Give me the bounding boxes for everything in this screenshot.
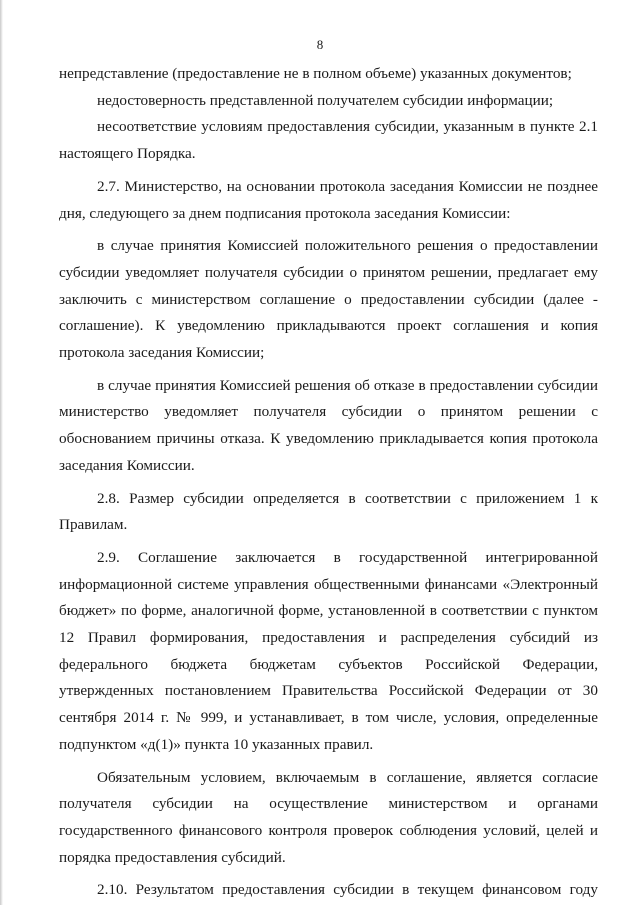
paragraph-2-9: 2.9. Соглашение заключается в государственной интегрированной информационной системе управления общественными финансами «Электронный бюджет» по форме, аналогичной форме, установленной в соответствии с пунктом 12 Правил формирования, предоставления и распределения субсидий из федерального бюджета бюджетам субъектов Российской Федерации, утвержденных постановлением Правительства Российской Федерации от 30 сентября 2014 г. № 999, и устанавливает, в том числе, условия, определенные подпунктом «д(1)» пункта 10 указанных правил. [59, 548, 598, 753]
paragraph-2-10: 2.10. Результатом предоставления субсидии в текущем финансовом году [97, 881, 598, 899]
paragraph-nonsubmission: непредставление (предоставление не в полном объеме) указанных документов; [59, 65, 572, 82]
scan-edge [0, 0, 3, 905]
page-number: 8 [316, 37, 324, 52]
paragraph-noncompliance: несоответствие условиям предоставления субсидии, указанным в пункте 2.1 настоящего Порядка. [59, 118, 598, 163]
paragraph-2-8: 2.8. Размер субсидии определяется в соответствии с приложением 1 к Правилам. [59, 489, 598, 534]
paragraph-unreliability: недостоверность представленной получателем субсидии информации; [97, 91, 554, 109]
paragraph-2-7: 2.7. Министерство, на основании протокола заседания Комиссии не позднее дня, следующего за днем подписания протокола заседания Комиссии: [59, 177, 598, 222]
paragraph-positive-decision: в случае принятия Комиссией положительного решения о предоставлении субсидии уведомляет получателя субсидии о принятом решении, предлагает ему заключить с министерством соглашение о предоставлении субсидии (далее - соглашение). К уведомлению прикладываются проект соглашения и копия протокола заседания Комиссии; [59, 237, 598, 362]
paragraph-mandatory-condition: Обязательным условием, включаемым в соглашение, является согласие получателя субсидии на осуществление министерством и органами государственного финансового контроля проверок соблюдения условий, целей и порядка предоставления субсидий. [59, 768, 598, 866]
paragraph-refusal-decision: в случае принятия Комиссией решения об отказе в предоставлении субсидии министерство уведомляет получателя субсидии о принятом решении с обоснованием причины отказа. К уведомлению прикладывается копия протокола заседания Комиссии. [59, 376, 598, 474]
document-body [59, 61, 598, 904]
